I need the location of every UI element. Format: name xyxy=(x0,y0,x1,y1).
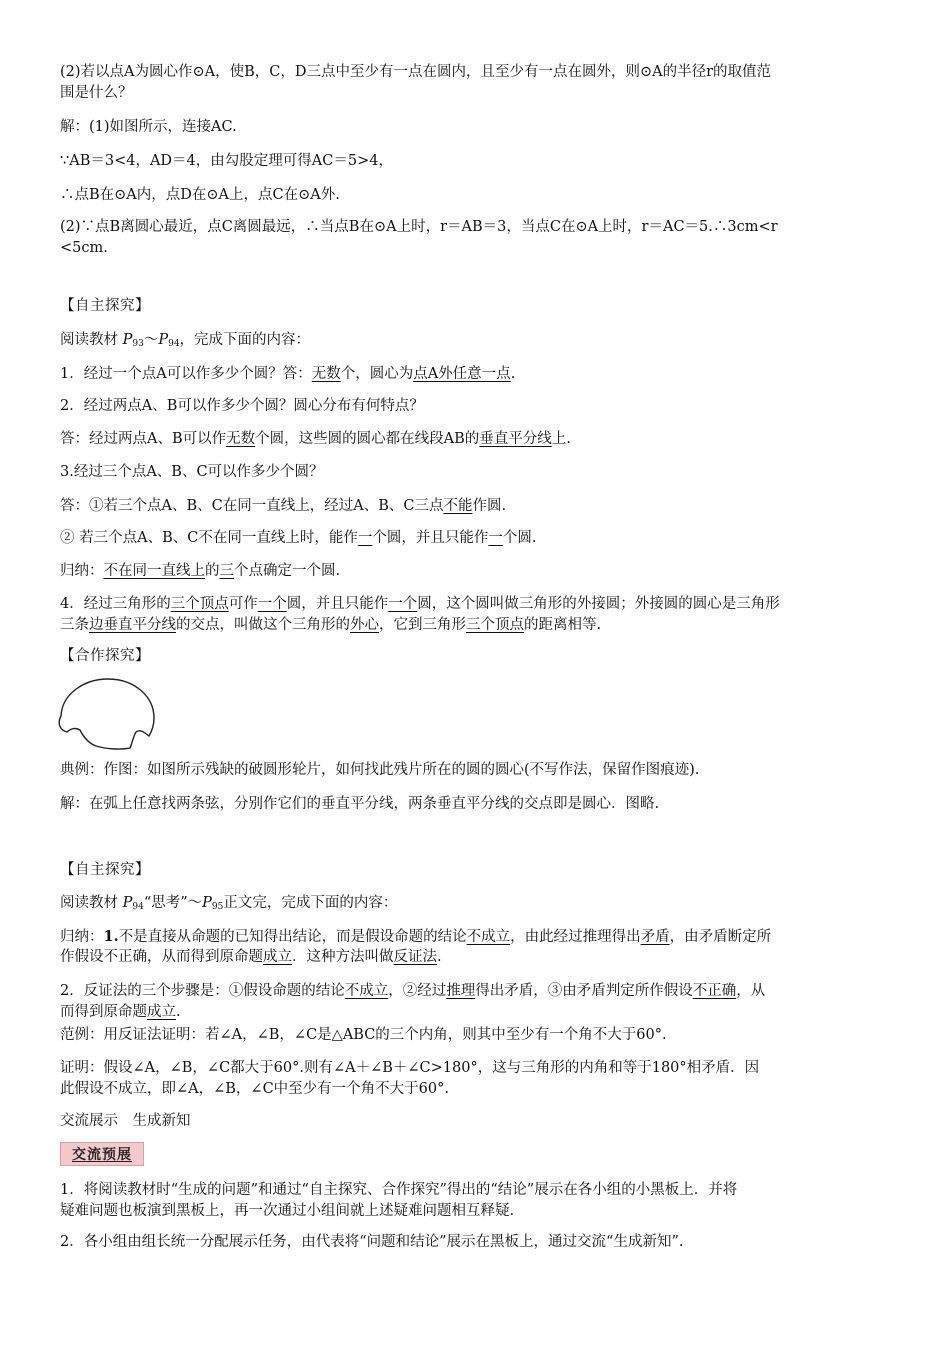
example-solution: 解：在弧上任意找两条弦，分别作它们的垂直平分线，两条垂直平分线的交点即是圆心．图略. xyxy=(60,796,660,812)
question-3: 3.经过三个点A、B、C可以作多少个圆？ xyxy=(60,464,324,480)
exchange-title: 交流展示 生成新知 xyxy=(60,1113,191,1129)
proof-line2: 此假设不成立，即∠A，∠B，∠C中至少有一个角不大于60°. xyxy=(60,1081,449,1097)
reading-instruction-1: 阅读教材 $P_{93}\sim P_{94}$，完成下面的内容： xyxy=(60,332,311,349)
summary-1: 归纳：不在同一直线上的三个点确定一个圆. xyxy=(60,563,341,579)
solution-line4: (2)∵点B离圆心最近，点C离圆最远，∴当点B在⊙A上时，r＝AB＝3，当点C在⊙A上时，r＝AC＝5.∴3cm<r xyxy=(60,219,778,235)
solution-line2: ∵AB＝3<4，AD＝4，由勾股定理可得AC＝5>4， xyxy=(60,153,393,169)
exchange-preview-badge-label: 交流预展 xyxy=(72,1147,132,1163)
answer-3-case-2: ② 若三个点A、B、C不在同一直线上时，能作一个圆，并且只能作一个圆. xyxy=(60,530,537,546)
section-heading-self-study-2: 【自主探究】 xyxy=(60,862,150,878)
proof-by-contradiction-summary-line1: 归纳：1.不是直接从命题的已知得出结论，而是假设命题的结论不成立，由此经过推理得出矛盾，由矛盾断定所 xyxy=(60,928,772,945)
exchange-item-1-line1: 1．将阅读教材时“生成的问题”和通过“自主探究、合作探究”得出的“结论”展示在各小组的小黑板上．并将 xyxy=(60,1182,738,1198)
question-2: 2．经过两点A、B可以作多少个圆？圆心分布有何特点？ xyxy=(60,398,424,414)
solution-line1: 解：(1)如图所示，连接AC. xyxy=(60,119,237,135)
solution-line5: <5cm. xyxy=(60,240,108,256)
q2-text-line1: (2)若以点A为圆心作⊙A，使B，C，D三点中至少有一点在圆内，且至少有一点在圆外，则⊙A的半径r的取值范 xyxy=(60,64,772,80)
section-heading-self-study-1: 【自主探究】 xyxy=(60,298,150,314)
proof-line1: 证明：假设∠A，∠B，∠C都大于60°.则有∠A＋∠B＋∠C>180°，这与三角形的内角和等于180°相矛盾．因 xyxy=(60,1060,760,1076)
broken-wheel-figure xyxy=(56,676,160,754)
q2-text-line2: 围是什么？ xyxy=(60,85,133,101)
reading-instruction-2: 阅读教材 $P_{94}“$思考$”\sim P_{95}$正文完，完成下面的内容： xyxy=(60,895,398,912)
exchange-item-1-line2: 疑难问题也板演到黑板上，再一次通过小组间就上述疑难问题相互释疑. xyxy=(60,1203,515,1219)
example-problem: 典例：作图：如图所示残缺的破圆形轮片，如何找此残片所在的圆的圆心(不写作法，保留作图痕迹). xyxy=(60,762,700,778)
section-heading-cooperative-study: 【合作探究】 xyxy=(60,648,150,664)
three-steps-line2: 而得到原命题成立. xyxy=(60,1004,181,1020)
answer-2: 答：经过两点A、B可以作无数个圆，这些圆的圆心都在线段AB的垂直平分线上. xyxy=(60,431,571,447)
exchange-item-2: 2．各小组由组长统一分配展示任务，由代表将“问题和结论”展示在黑板上，通过交流“生成新知”. xyxy=(60,1234,684,1250)
three-steps-line1: 2．反证法的三个步骤是：①假设命题的结论不成立，②经过推理得出矛盾，③由矛盾判定所作假设不正确，从 xyxy=(60,983,766,999)
example-statement: 范例：用反证法证明：若∠A，∠B，∠C是△ABC的三个内角，则其中至少有一个角不大于60°. xyxy=(60,1027,667,1043)
exchange-preview-badge xyxy=(60,1142,144,1166)
broken-wheel-outline xyxy=(59,679,154,749)
solution-line3: ∴点B在⊙A内，点D在⊙A上，点C在⊙A外. xyxy=(60,187,340,203)
question-4-line2: 三条边垂直平分线的交点，叫做这个三角形的外心，它到三角形三个顶点的距离相等. xyxy=(60,617,602,633)
question-1: 1．经过一个点A可以作多少个圆？答：无数个，圆心为点A外任意一点. xyxy=(60,366,516,382)
question-4-line1: 4．经过三角形的三个顶点可作一个圆，并且只能作一个圆，这个圆叫做三角形的外接圆；外接圆的圆心是三角形 xyxy=(60,596,780,612)
answer-3-case-1: 答：①若三个点A、B、C在同一直线上，经过A、B、C三点不能作圆. xyxy=(60,498,507,514)
proof-by-contradiction-summary-line2: 作假设不正确，从而得到原命题成立．这种方法叫做反证法. xyxy=(60,949,442,965)
